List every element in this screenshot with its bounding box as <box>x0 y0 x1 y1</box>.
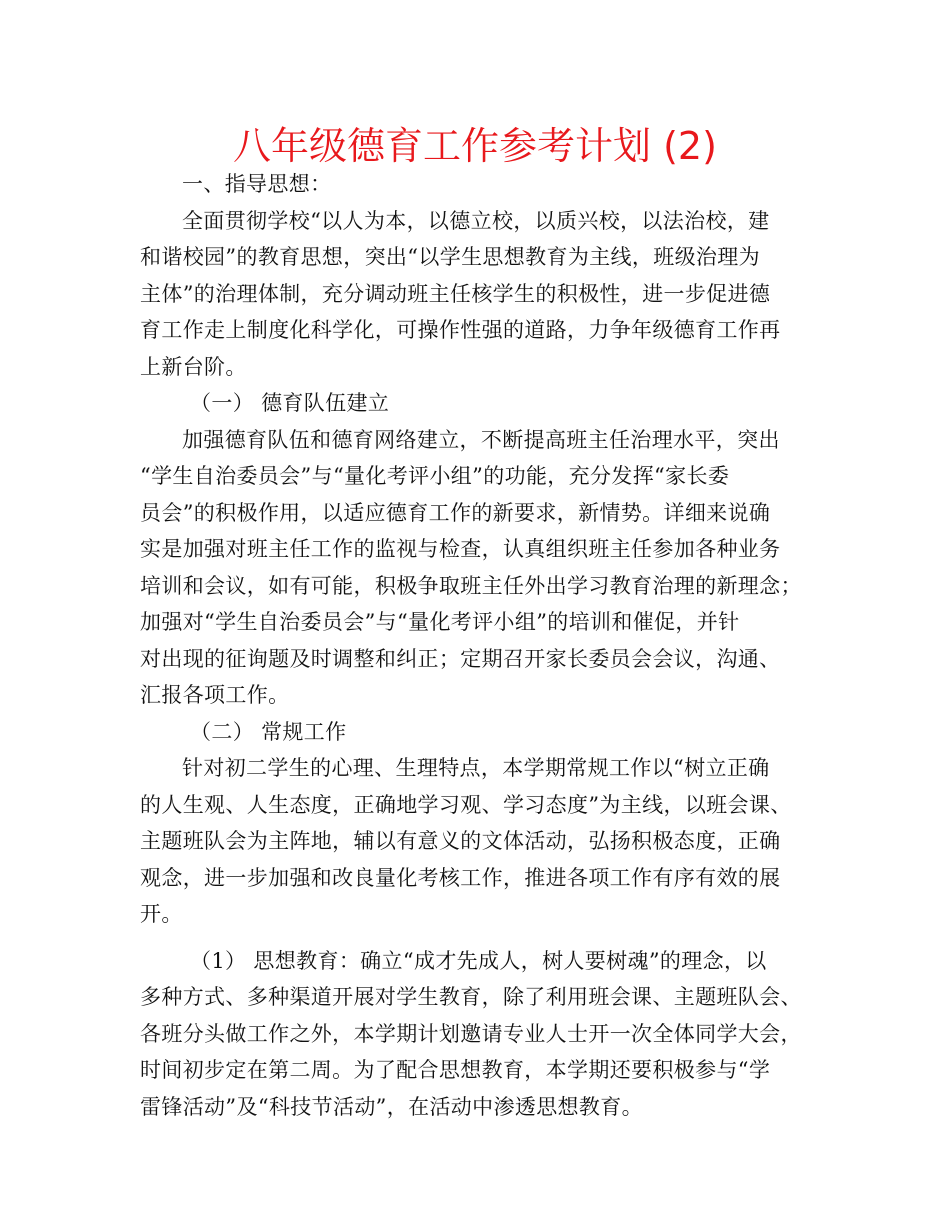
text-line: （1） 思想教育：确立“成才先成人，树人要树魂”的理念，以 <box>190 948 767 973</box>
text-line: 一、指导思想： <box>182 172 332 196</box>
text-line: 育工作走上制度化科学化，可操作性强的道路，力争年级德育工作再 <box>140 318 781 342</box>
text-line: 员会”的积极作用，以适应德育工作的新要求，新情势。详细来说确 <box>140 500 771 525</box>
text-line: 汇报各项工作。 <box>140 683 290 707</box>
text-line: 多种方式、多种渠道开展对学生教育，除了利用班会课、主题班队会、 <box>140 985 802 1009</box>
text-line: 各班分头做工作之外，本学期计划邀请专业人士开一次全体同学大会， <box>140 1021 802 1046</box>
document-title: 八年级德育工作参考计划 (2) <box>233 124 717 168</box>
text-line: “学生自治委员会”与“量化考评小组”的功能，充分发挥“家长委 <box>140 464 730 488</box>
text-line: 实是加强对班主任工作的监视与检查，认真组织班主任参加各种业务 <box>140 537 781 561</box>
paragraph-gap <box>140 933 820 943</box>
text-line: 全面贯彻学校“以人为本，以德立校，以质兴校，以法治校，建 <box>182 208 770 233</box>
text-line: 上新台阶。 <box>140 354 247 379</box>
text-line: 观念，进一步加强和改良量化考核工作，推进各项工作有序有效的展 <box>140 865 781 890</box>
text-line: 主体”的治理体制，充分调动班主任核学生的积极性，进一步促进德 <box>140 281 771 306</box>
text-line: 针对初二学生的心理、生理特点，本学期常规工作以“树立正确 <box>182 756 770 780</box>
document-body <box>140 166 820 1125</box>
text-line: 对出现的征询题及时调整和纠正；定期召开家长委员会会议，沟通、 <box>140 646 781 671</box>
text-line: 主题班队会为主阵地，辅以有意义的文体活动，弘扬积极态度，正确 <box>140 829 781 853</box>
text-line: 开。 <box>140 902 183 926</box>
text-line: 雷锋活动”及“科技节活动”，在活动中渗透思想教育。 <box>140 1094 643 1119</box>
text-line: 加强对“学生自治委员会”与“量化考评小组”的培训和催促，并针 <box>140 610 740 634</box>
text-line: 加强德育队伍和德育网络建立，不断提高班主任治理水平，突出 <box>182 427 780 452</box>
text-line: 和谐校园”的教育思想，突出“以学生思想教育为主线，班级治理为 <box>140 245 760 269</box>
text-line: 培训和会议，如有可能，积极争取班主任外出学习教育治理的新理念； <box>140 573 802 598</box>
text-line: 的人生观、人生态度，正确地学习观、学习态度”为主线，以班会课、 <box>140 792 792 817</box>
text-line: 时间初步定在第二周。为了配合思想教育，本学期还要积极参与“学 <box>140 1058 771 1082</box>
text-line: （一） 德育队伍建立 <box>190 391 390 415</box>
text-line: （二） 常规工作 <box>190 719 347 744</box>
